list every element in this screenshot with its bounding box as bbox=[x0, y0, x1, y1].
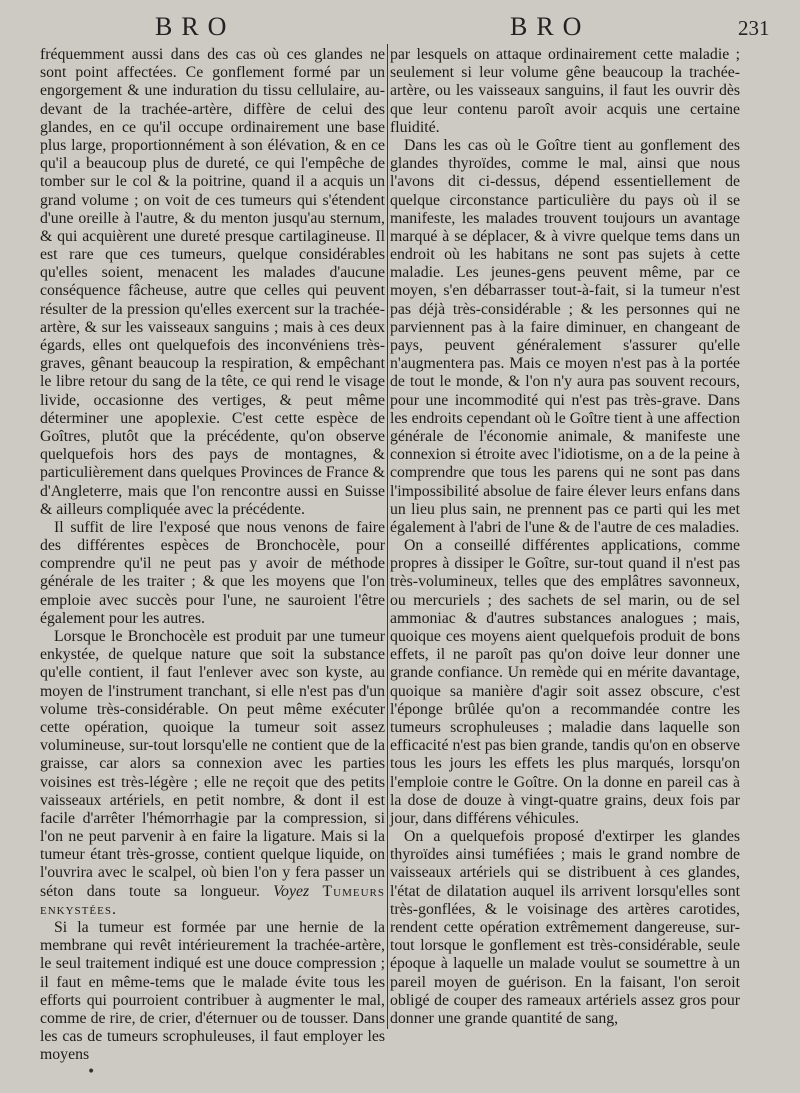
left-paragraph-3-text: Lorsque le Bronchocèle est produit par une tumeur enkystée, de quelque nature que soit la substance qu'elle contient, il faut l'enlever avec son kyste, au moyen de l'instrument tranchant, si elle n'est pas d'un volume très-considérable. On peut même exécuter cette opération, quoique la tumeur soit assez volumineuse, sur-tout lorsqu'elle ne contient que de la graisse, car alors sa connexion avec les parties voisines est très-légère ; elle ne reçoit que des petits vaisseaux artériels, en petit nombre, & dont il est facile d'arrêter l'hémorrhagie par la compression, si l'on ne peut parvenir à en faire la ligature. Mais si la tumeur étant très-grosse, contient quelque liquide, on l'ouvrira avec le scalpel, où bien l'on y fera passer un séton dans toute sa longueur. bbox=[40, 628, 385, 900]
right-paragraph-3: On a conseillé différentes applications, comme propres à dissiper le Goître, sur-tout quand il n'est pas très-volumineux, telles que des emplâtres savonneux, ou mercuriels ; des sachets de sel marin, ou de sel ammoniac & d'autres substances analogues ; mais, quoique ces moyens aient quelquefois produit de bons effets, il ne paroît pas qu'on doive leur donner une grande confiance. Un remède qui en mérite davantage, quoique sa manière d'agir soit assez obscure, c'est l'éponge brûlée qu'on a recommandée contre les tumeurs scrophuleuses ; maladie dans laquelle son efficacité n'est pas bien grande, tandis qu'on en observe tous les jours les effets les plus marqués, lorsqu'on l'emploie contre le Goître. On la donne en pareil cas à la dose de douze à vingt-quatre grains, deux fois par jour, dans différens véhicules. bbox=[390, 537, 740, 827]
left-paragraph-3 bbox=[40, 628, 385, 919]
left-paragraph-1: fréquemment aussi dans des cas où ces glandes ne sont point affectées. Ce gonflement formé par un engorgement & une induration du tissu cellulaire, au-devant de la trachée-artère, diffère de celui des glandes, en ce qu'il occupe ordinairement une base plus large, proportionnément à son élévation, & en ce qu'il a beaucoup plus de dureté, ce qui l'empêche de tomber sur le col & la poitrine, quand il a acquis un grand volume ; on voit de ces tumeurs qui s'étendent d'une oreille à l'autre, & du menton jusqu'au sternum, & qui acquièrent une dureté presque cartilagineuse. Il est rare que ces tumeurs, quelque considérables qu'elles soient, menacent les malades d'aucune conséquence fâcheuse, autre que celles qui peuvent résulter de la pression qu'elles exercent sur la trachée-artère, & sur les vaisseaux sanguins ; mais à ces deux égards, elles ont quelquefois des inconvéniens très-graves, gênant beaucoup la respiration, & empêchant le libre retour du sang de la tête, ce qui rend le visage livide, occasionne des vertiges, & peut même déterminer une apoplexie. C'est cette espèce de Goîtres, plutôt que la précédente, qu'on observe quelquefois hors des pays de montagnes, & particulièrement dans quelques Provinces de France & d'Angleterre, mais que l'on rencontre aussi en Suisse & ailleurs compliquée avec la précédente. bbox=[40, 46, 385, 518]
ink-spot: • bbox=[87, 1064, 96, 1080]
right-paragraph-1: par lesquels on attaque ordinairement cette maladie ; seulement si leur volume gêne beaucoup la trachée-artère, ou les vaisseaux sanguins, il faut les ouvrir dès que leur contenu paroît avoir acquis une certaine fluidité. bbox=[390, 46, 740, 136]
left-paragraph-4: Si la tumeur est formée par une hernie de la membrane qui revêt intérieurement la trachée-artère, le seul traitement indiqué est une douce compression ; il faut en même-tems que le malade évite tous les efforts qui pourroient contribuer à augmenter le mal, comme de rire, de crier, d'éternuer ou de tousser. Dans les cas de tumeurs scrophuleuses, il faut employer les moyens bbox=[40, 919, 385, 1064]
page-number: 231 bbox=[738, 16, 770, 40]
voyez-word: Voyez bbox=[273, 882, 310, 900]
right-column bbox=[390, 46, 740, 1028]
right-paragraph-2: Dans les cas où le Goître tient au gonflement des glandes thyroïdes, comme le mal, ainsi que nous l'avons dit ci-dessus, dépend essentiellement de quelque circonstance particulière du pays où il se manifeste, les malades trouvent toujours un avantage marqué à se déplacer, & à vivre quelque tems dans un endroit où les habitans ne sont pas sujets à cette maladie. Les jeunes-gens peuvent même, par ce moyen, s'en débarrasser tout-à-fait, si la tumeur n'est pas déjà très-considérable ; & les personnes qui ne parviennent pas à la faire diminuer, en changeant de pays, peuvent généralement s'assurer qu'elle n'augmentera pas. Mais ce moyen n'est pas à la portée de tout le monde, & l'on n'y aura pas souvent recours, pour une incommodité qui n'est pas très-grave. Dans les endroits cependant où le Goître tient à une affection générale de l'économie animale, & manifeste une connexion si étroite avec l'idiotisme, on a de la peine à comprendre que tous les parens qui ne sont pas dans l'impossibilité absolue de faire élever leurs enfans dans un lieu plus sain, ne prennent pas ce parti qui les met également à l'abri de l'une & de l'autre de ces maladies. bbox=[390, 136, 740, 536]
header-left-word: BRO bbox=[155, 12, 236, 41]
column-divider bbox=[387, 44, 388, 1029]
left-column bbox=[40, 46, 385, 1065]
right-paragraph-4: On a quelquefois proposé d'extirper les glandes thyroïdes ainsi tuméfiées ; mais le grand nombre de vaisseaux artériels qui se distribuent à ces glandes, l'état de dilatation auquel ils arrivent lorsqu'elles sont très-gonflées, & le voisinage des artères carotides, rendent cette opération extrêmement dangereuse, sur-tout lorsque le gonflement est très-considérable, seule époque à laquelle un malade voulut se soumettre à un pareil moyen de guérison. En la faisant, l'on seroit obligé de couper des rameaux artériels assez gros pour donner une grande quantité de sang, bbox=[390, 828, 740, 1027]
cross-reference: Tumeurs enkystées. bbox=[40, 882, 385, 918]
header-right-word: BRO bbox=[510, 12, 591, 41]
left-paragraph-2: Il suffit de lire l'exposé que nous venons de faire des différentes espèces de Bronchocèle, pour comprendre qu'il ne peut pas y avoir de méthode générale de les traiter ; & que les moyens que l'on emploie avec succès pour l'une, ne sauroient l'être également pour les autres. bbox=[40, 518, 385, 627]
